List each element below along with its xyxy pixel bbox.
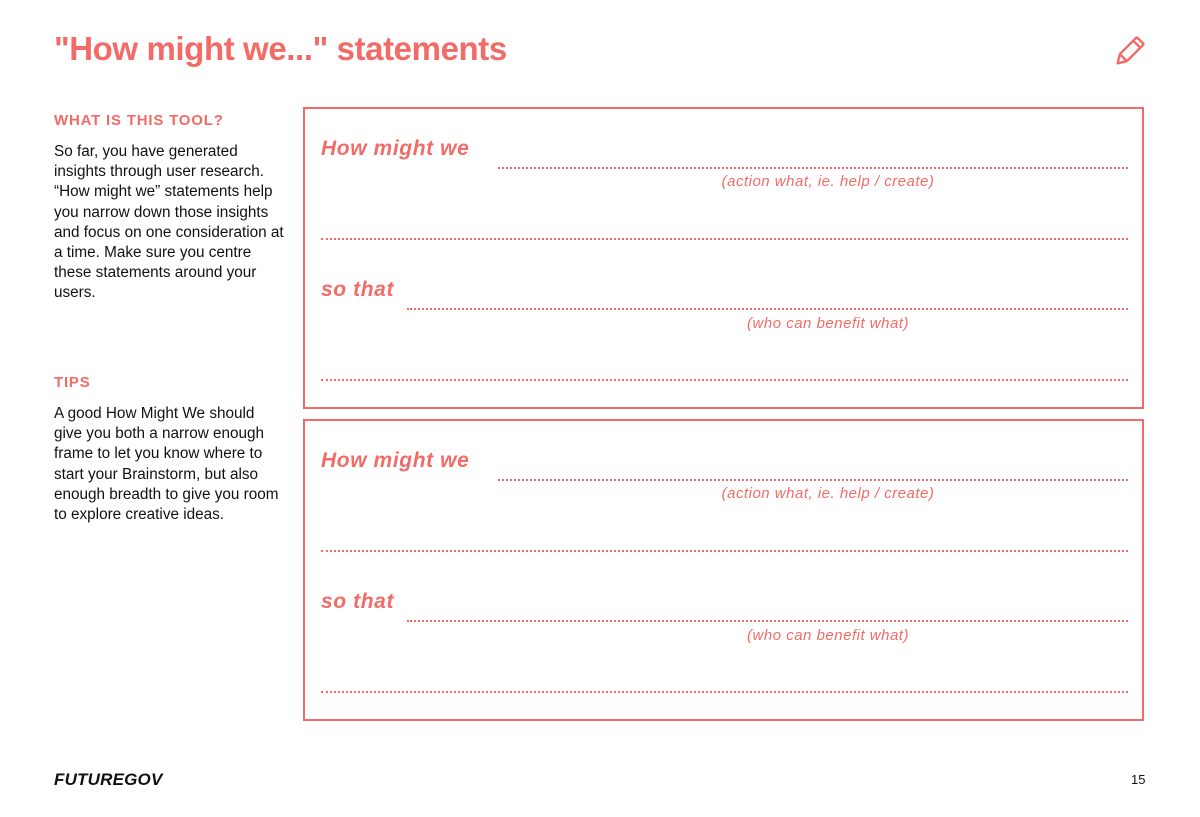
continuation-input-line[interactable]	[321, 550, 1128, 552]
action-input-line[interactable]	[498, 167, 1128, 169]
statement-box-1	[303, 107, 1144, 409]
benefit-input-line[interactable]	[407, 620, 1128, 622]
action-hint: (action what, ie. help / create)	[721, 173, 935, 190]
benefit-hint: (who can benefit what)	[747, 627, 909, 644]
how-might-we-label: How might we	[321, 137, 470, 160]
page-title: "How might we..." statements	[54, 30, 507, 67]
so-that-label: so that	[321, 278, 395, 301]
continuation-input-line[interactable]	[321, 238, 1128, 240]
tips-text: A good How Might We should give you both a narrow enough frame to let you know where to start your Brainstorm, but also enough breadth to give you room to explore creative ideas.	[54, 405, 279, 524]
tips-heading: TIPS	[54, 374, 91, 391]
continuation-input-line[interactable]	[321, 691, 1128, 693]
page-number: 15	[1131, 772, 1146, 787]
so-that-label: so that	[321, 590, 395, 613]
how-might-we-label: How might we	[321, 449, 470, 472]
benefit-input-line[interactable]	[407, 308, 1128, 310]
continuation-input-line[interactable]	[321, 379, 1128, 381]
statement-box-2	[303, 419, 1144, 721]
what-is-this-tool-text: So far, you have generated insights through user research. “How might we” statements help you narrow down those insights and focus on one consideration at a time. Make sure you centre these statements around your users.	[54, 143, 284, 302]
futuregov-logo: FUTUREGOV	[54, 770, 163, 789]
action-input-line[interactable]	[498, 479, 1128, 481]
what-is-this-tool-heading: WHAT IS THIS TOOL?	[54, 112, 224, 129]
pencil-icon	[1111, 34, 1147, 70]
action-hint: (action what, ie. help / create)	[721, 485, 935, 502]
benefit-hint: (who can benefit what)	[747, 315, 909, 332]
